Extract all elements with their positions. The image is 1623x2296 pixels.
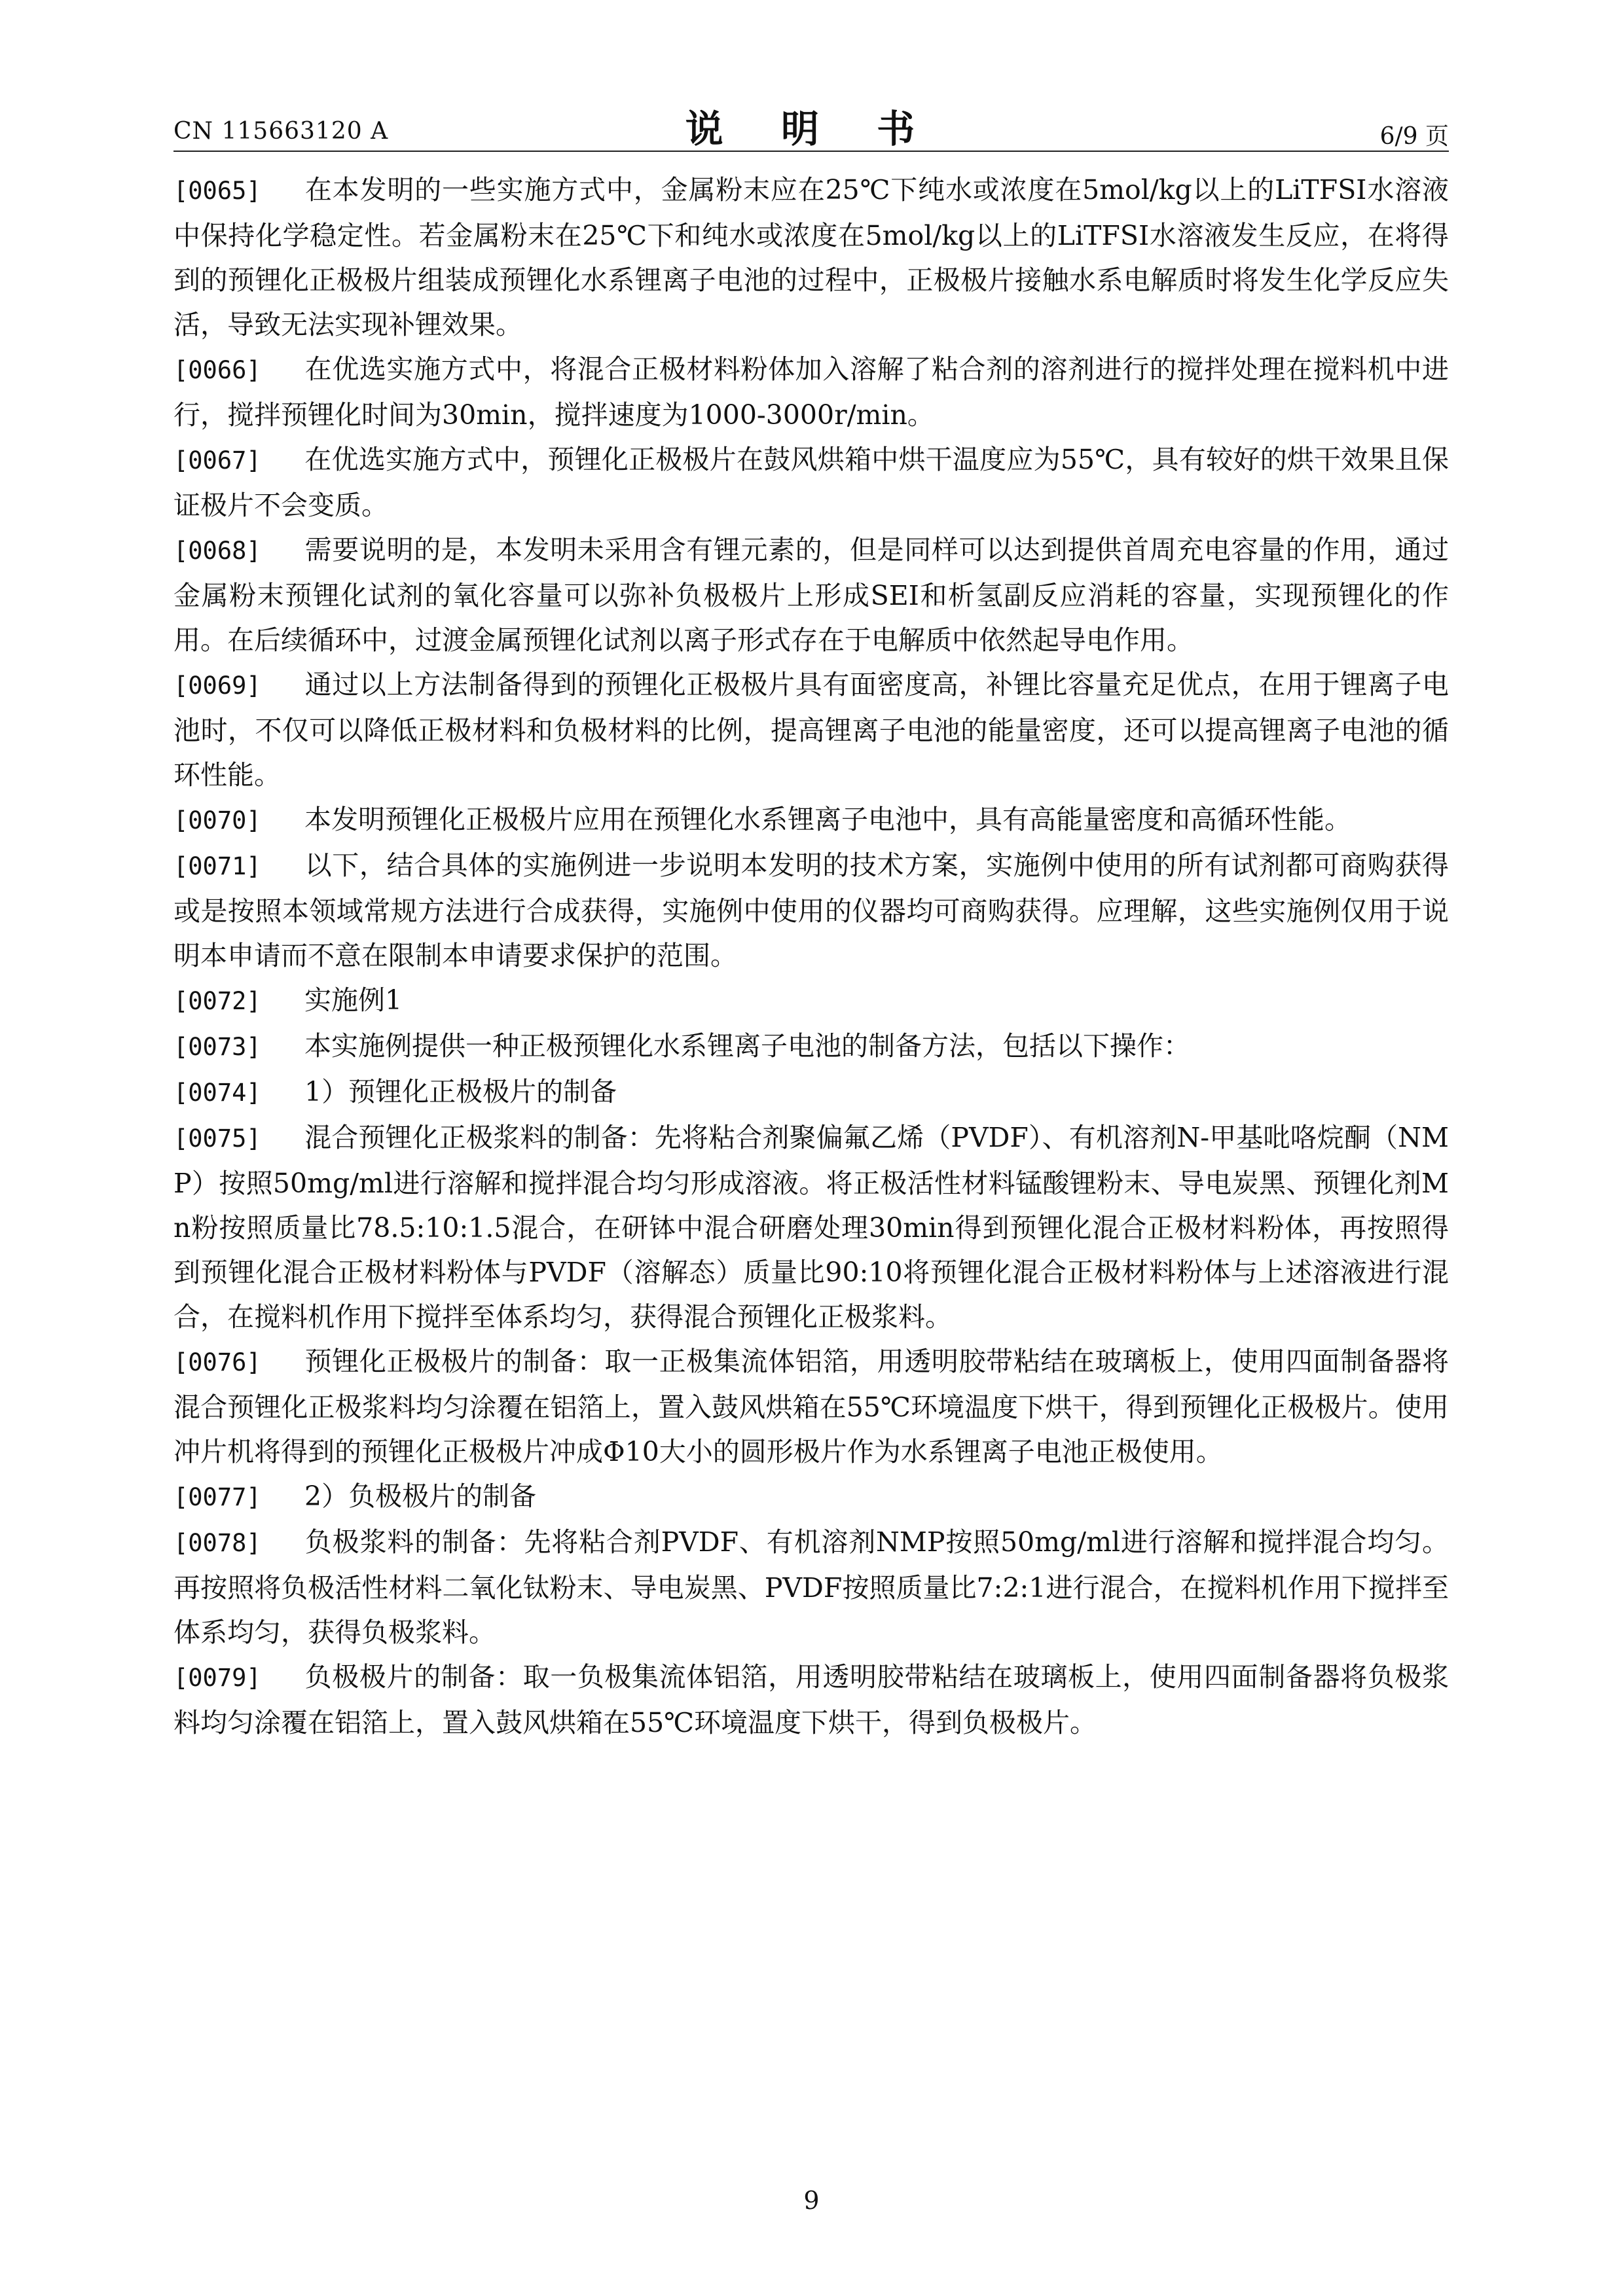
document-title: 说 明 书	[685, 107, 938, 151]
paragraph	[173, 797, 1449, 843]
paragraph-text: 通过以上方法制备得到的预锂化正极极片具有面密度高，补锂比容量充足优点，在用于锂离子电池时，不仅可以降低正极材料和负极材料的比例，提高锂离子电池的能量密度，还可以提高锂离子电池的循环性能。	[173, 669, 1449, 791]
paragraph-text: 负极浆料的制备：先将粘合剂PVDF、有机溶剂NMP按照50mg/ml进行溶解和搅拌混合均匀。再按照将负极活性材料二氧化钛粉末、导电炭黑、PVDF按照质量比7:2:1进行混合，在搅料机作用下搅拌至体系均匀，获得负极浆料。	[173, 1526, 1449, 1648]
paragraph-text: 负极极片的制备：取一负极集流体铝箔，用透明胶带粘结在玻璃板上，使用四面制备器将负极浆料均匀涂覆在铝箔上，置入鼓风烘箱在55℃环境温度下烘干，得到负极极片。	[173, 1661, 1449, 1738]
paragraph-number: [0075]	[173, 1124, 261, 1153]
page-number: 9	[803, 2186, 820, 2215]
page-header	[173, 98, 1449, 151]
paragraph-number: [0066]	[173, 356, 261, 384]
paragraph	[173, 978, 1449, 1024]
document-body	[173, 168, 1449, 1745]
paragraph	[173, 437, 1449, 528]
paragraph	[173, 1655, 1449, 1745]
paragraph-text: 在本发明的一些实施方式中，金属粉末应在25℃下纯水或浓度在5mol/kg以上的LiTFSI水溶液中保持化学稳定性。若金属粉末在25℃下和纯水或浓度在5mol/kg以上的LiTFSI水溶液发生反应，在将得到的预锂化正极极片组装成预锂化水系锂离子电池的过程中，正极极片接触水系电解质时将发生化学反应失活，导致无法实现补锂效果。	[173, 174, 1449, 340]
paragraph	[173, 662, 1449, 797]
paragraph-text: 以下，结合具体的实施例进一步说明本发明的技术方案，实施例中使用的所有试剂都可商购获得或是按照本领域常规方法进行合成获得，实施例中使用的仪器均可商购获得。应理解，这些实施例仅用于说明本申请而不意在限制本申请要求保护的范围。	[173, 850, 1449, 971]
paragraph-number: [0068]	[173, 537, 261, 565]
document-number: CN 115663120 A	[173, 118, 389, 145]
paragraph-number: [0069]	[173, 672, 261, 700]
paragraph-number: [0072]	[173, 987, 261, 1015]
paragraph	[173, 1474, 1449, 1520]
paragraph-text: 2）负极极片的制备	[304, 1480, 537, 1512]
paragraph-number: [0065]	[173, 177, 261, 205]
page-footer	[0, 2186, 1623, 2215]
paragraph-text: 实施例1	[304, 984, 403, 1016]
paragraph	[173, 1069, 1449, 1115]
paragraph-text: 本发明预锂化正极极片应用在预锂化水系锂离子电池中，具有高能量密度和高循环性能。	[304, 804, 1351, 835]
paragraph	[173, 168, 1449, 347]
paragraph	[173, 1520, 1449, 1655]
paragraph	[173, 1339, 1449, 1474]
paragraph-text: 需要说明的是，本发明未采用含有锂元素的，但是同样可以达到提供首周充电容量的作用，通过金属粉末预锂化试剂的氧化容量可以弥补负极极片上形成SEI和析氢副反应消耗的容量，实现预锂化的作用。在后续循环中，过渡金属预锂化试剂以离子形式存在于电解质中依然起导电作用。	[173, 534, 1449, 656]
paragraph-text: 1）预锂化正极极片的制备	[304, 1076, 617, 1107]
paragraph-text: 本实施例提供一种正极预锂化水系锂离子电池的制备方法，包括以下操作：	[304, 1030, 1190, 1062]
paragraph-text: 在优选实施方式中，将混合正极材料粉体加入溶解了粘合剂的溶剂进行的搅拌处理在搅料机中进行，搅拌预锂化时间为30min，搅拌速度为1000-3000r/min。	[173, 353, 1449, 431]
paragraph-text: 预锂化正极极片的制备：取一正极集流体铝箔，用透明胶带粘结在玻璃板上，使用四面制备器将混合预锂化正极浆料均匀涂覆在铝箔上，置入鼓风烘箱在55℃环境温度下烘干，得到预锂化正极极片。使用冲片机将得到的预锂化正极极片冲成Φ10大小的圆形极片作为水系锂离子电池正极使用。	[173, 1346, 1449, 1467]
paragraph	[173, 1115, 1449, 1339]
paragraph-number: [0079]	[173, 1664, 261, 1692]
paragraph-number: [0078]	[173, 1529, 261, 1557]
header-rule	[173, 151, 1449, 152]
paragraph-number: [0073]	[173, 1033, 261, 1061]
paragraph-number: [0074]	[173, 1079, 261, 1107]
paragraph	[173, 347, 1449, 437]
paragraph-number: [0077]	[173, 1483, 261, 1511]
paragraph	[173, 1024, 1449, 1069]
paragraph-number: [0070]	[173, 806, 261, 834]
paragraph-text: 在优选实施方式中，预锂化正极极片在鼓风烘箱中烘干温度应为55℃，具有较好的烘干效果且保证极片不会变质。	[173, 444, 1449, 521]
paragraph-number: [0067]	[173, 446, 261, 475]
page-counter: 6/9 页	[1379, 123, 1449, 150]
paragraph-number: [0071]	[173, 852, 261, 880]
paragraph	[173, 528, 1449, 662]
paragraph	[173, 843, 1449, 978]
paragraph-number: [0076]	[173, 1348, 261, 1376]
paragraph-text: 混合预锂化正极浆料的制备：先将粘合剂聚偏氟乙烯（PVDF）、有机溶剂N-甲基吡咯烷酮（NMP）按照50mg/ml进行溶解和搅拌混合均匀形成溶液。将正极活性材料锰酸锂粉末、导电炭黑、预锂化剂Mn粉按照质量比78.5:10:1.5混合，在研钵中混合研磨处理30min得到预锂化混合正极材料粉体，再按照得到预锂化混合正极材料粉体与PVDF（溶解态）质量比90:10将预锂化混合正极材料粉体与上述溶液进行混合，在搅料机作用下搅拌至体系均匀，获得混合预锂化正极浆料。	[173, 1122, 1449, 1333]
